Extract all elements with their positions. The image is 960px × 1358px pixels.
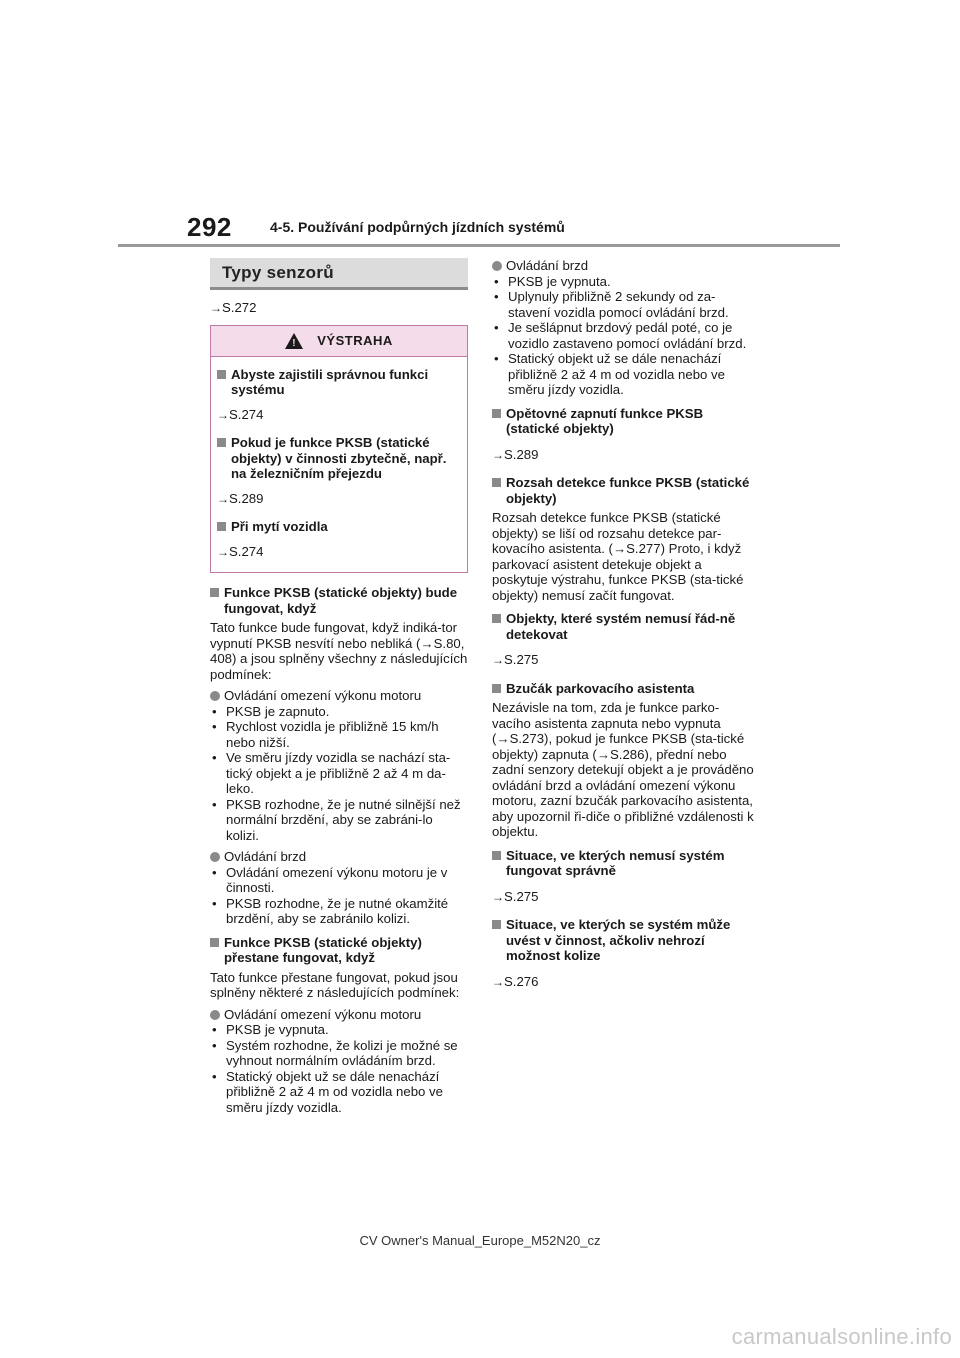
- arrow-icon: →: [492, 974, 504, 989]
- arrow-icon: →: [612, 541, 627, 556]
- circle-bullet-icon: [210, 691, 220, 701]
- paragraph: Tato funkce přestane fungovat, pokud jsou splněny některé z následujících podmínek:: [210, 969, 460, 1000]
- paragraph: Tato funkce bude fungovat, když indiká-tor vypnutí PKSB nesvítí nebo nebliká (→S.80, 408) a jsou splněny všechny z následujících podmínek:: [210, 620, 468, 682]
- list-item: • Statický objekt už se dále nenachází přibližně 2 až 4 m od vozidla nebo ve směru jízdy vozidla.: [212, 1068, 443, 1115]
- square-bullet-icon: [492, 684, 501, 693]
- warning-header: [211, 326, 467, 357]
- list-item: • Statický objekt už se dále nenachází přibližně 2 až 4 m od vozidla nebo ve směru jízdy vozidla.: [494, 351, 725, 397]
- warning-item: Při mytí vozidla →S.274: [217, 519, 328, 559]
- arrow-icon: →: [492, 889, 504, 904]
- arrow-icon: →: [217, 491, 229, 506]
- bullet-list: [210, 1022, 468, 1115]
- condition-group-label: Ovládání brzd: [492, 258, 754, 274]
- left-column: [210, 258, 468, 1115]
- arrow-icon: →: [217, 544, 229, 559]
- subsection-heading: Opětovné zapnutí funkce PKSB (statické objekty): [492, 406, 754, 437]
- condition-group-label: Ovládání brzd: [210, 849, 468, 865]
- header-divider: [118, 244, 840, 247]
- page-reference: →S.275: [492, 652, 539, 667]
- square-bullet-icon: [492, 851, 501, 860]
- page-reference: →S.289: [492, 446, 539, 462]
- paragraph: Nezávisle na tom, zda je funkce parko-vacího asistenta zapnuta nebo vypnuta (→S.273), pokud je funkce PKSB (sta-tické objekty) zapnuta (→S.286), přední nebo zadní senzory detekují objekt a je prováděno ovládání brzd a ovládání omezení výkonu motoru, zazní bzučák parkovacího asistenta, aby upozornil ři-diče o přibližné vzdálenosti k objektu.: [492, 700, 754, 839]
- section-title: Typy senzorů: [210, 258, 468, 290]
- subsection-heading: Situace, ve kterých nemusí systém fungovat správně: [492, 848, 754, 879]
- subsection-heading: Funkce PKSB (statické objekty) přestane fungovat, když: [210, 935, 468, 966]
- subsection-heading: Funkce PKSB (statické objekty) bude fungovat, když: [210, 585, 468, 616]
- condition-group-label: Ovládání omezení výkonu motoru: [210, 1007, 468, 1023]
- page-reference: →S.275: [492, 888, 539, 904]
- arrow-icon: →: [492, 447, 504, 462]
- arrow-icon: →: [217, 407, 229, 422]
- arrow-icon: →: [596, 746, 611, 762]
- list-item: • Rychlost vozidla je přibližně 15 km/h nebo nižší.: [212, 719, 439, 750]
- circle-bullet-icon: [210, 1010, 220, 1020]
- subsection-heading: Objekty, které systém nemusí řád-ně detekovat: [492, 611, 754, 642]
- square-bullet-icon: [492, 920, 501, 929]
- square-bullet-icon: [217, 522, 226, 531]
- square-bullet-icon: [492, 478, 501, 487]
- square-bullet-icon: [210, 588, 219, 597]
- subsection-heading: Bzučák parkovacího asistenta: [492, 681, 754, 697]
- warning-item: Pokud je funkce PKSB (statické objekty) v činnosti zbytečně, např. na železničním přejezdu →S.289: [217, 435, 447, 506]
- subsection-heading: Rozsah detekce funkce PKSB (statické objekty): [492, 475, 754, 506]
- chapter-title: 4-5. Používání podpůrných jízdních systémů: [270, 219, 565, 235]
- condition-group-label: Ovládání omezení výkonu motoru: [210, 688, 468, 704]
- circle-bullet-icon: [210, 852, 220, 862]
- list-item: • Je sešlápnut brzdový pedál poté, co je vozidlo zastaveno pomocí ovládání brzd.: [494, 320, 747, 351]
- page-reference: →S.276: [492, 973, 539, 989]
- list-item: • Systém rozhodne, že kolizi je možné se vyhnout normálním ovládáním brzd.: [212, 1037, 458, 1068]
- square-bullet-icon: [492, 409, 501, 418]
- warning-item: Abyste zajistili správnou funkci systému →S.274: [217, 366, 429, 422]
- square-bullet-icon: [210, 938, 219, 947]
- list-item: • PKSB je zapnuto.: [212, 703, 330, 719]
- list-item: • PKSB rozhodne, že je nutné okamžité brzdění, aby se zabránilo kolizi.: [212, 895, 449, 926]
- square-bullet-icon: [492, 614, 501, 623]
- paragraph: Rozsah detekce funkce PKSB (statické objekty) se liší od rozsahu detekce par-kovacího asistenta. (→S.277) Proto, i když parkovací asistent detekuje objekt a poskytuje výstrahu, funkce PKSB (sta-tické objekty) nemusí začít fungovat.: [492, 510, 744, 603]
- page-number: 292: [187, 212, 232, 242]
- list-item: • PKSB je vypnuta.: [494, 273, 611, 289]
- list-item: • PKSB je vypnuta.: [212, 1022, 329, 1037]
- watermark: carmanualsonline.info: [731, 1324, 952, 1349]
- subsection-heading: Situace, ve kterých se systém může uvést v činnost, ačkoliv nehrozí možnost kolize: [492, 917, 754, 964]
- bullet-list: [210, 704, 468, 844]
- arrow-icon: →: [210, 301, 222, 315]
- arrow-icon: →: [492, 653, 504, 667]
- list-item: • Uplynuly přibližně 2 sekundy od za-stavení vozidla pomocí ovládání brzd.: [494, 289, 729, 320]
- right-column: [492, 258, 754, 990]
- warning-triangle-icon: !: [285, 333, 303, 349]
- warning-box: [210, 325, 468, 574]
- square-bullet-icon: [217, 370, 226, 379]
- circle-bullet-icon: [492, 261, 502, 271]
- footer-text: CV Owner's Manual_Europe_M52N20_cz: [359, 1233, 601, 1248]
- list-item: • Ve směru jízdy vozidla se nachází sta-tický objekt a je přibližně 2 až 4 m da-leko.: [212, 750, 451, 796]
- arrow-icon: →: [420, 635, 434, 651]
- arrow-icon: →: [496, 731, 510, 746]
- square-bullet-icon: [217, 438, 226, 447]
- page-reference: →S.272: [210, 300, 257, 315]
- bullet-list: [210, 865, 468, 927]
- warning-title: VÝSTRAHA: [317, 332, 393, 348]
- list-item: • Ovládání omezení výkonu motoru je v činnosti.: [212, 864, 448, 895]
- list-item: • PKSB rozhodne, že je nutné silnější než normální brzdění, aby se zabráni-lo kolizi.: [212, 796, 461, 843]
- bullet-list: [492, 274, 754, 398]
